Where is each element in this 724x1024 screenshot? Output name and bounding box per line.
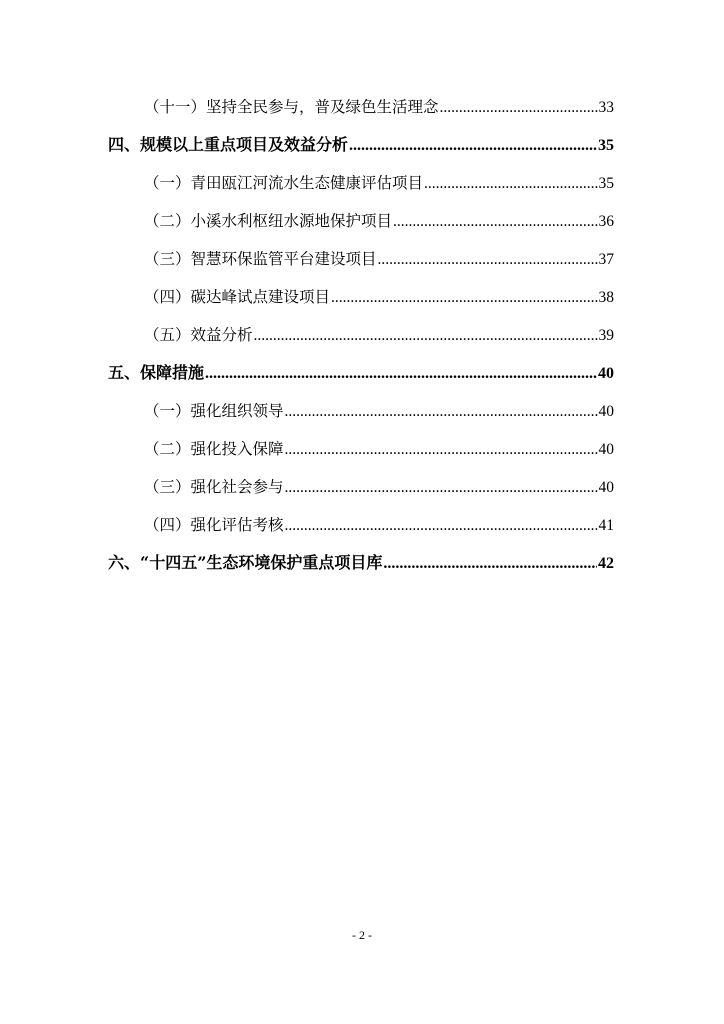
toc-entry-label: （二）小溪水利枢纽水源地保护项目 xyxy=(144,212,393,230)
page-number: - 2 - xyxy=(352,928,372,942)
toc-entry[interactable] xyxy=(144,282,614,312)
toc-entry-page: 40 xyxy=(598,365,614,382)
toc-entry-page: 40 xyxy=(598,403,614,420)
toc-leader-dots xyxy=(331,283,597,312)
toc-chapter-entry[interactable] xyxy=(108,548,614,578)
toc-chapter-entry[interactable] xyxy=(108,358,614,388)
toc-leader-dots xyxy=(440,93,598,122)
toc-leader-dots xyxy=(254,321,598,350)
toc-entry-page: 42 xyxy=(598,555,614,572)
toc-entry-label: （一）强化组织领导 xyxy=(144,402,284,420)
toc-entry-label: （四）强化评估考核 xyxy=(144,516,284,534)
toc-leader-dots xyxy=(383,549,597,578)
toc-entry[interactable] xyxy=(144,434,614,464)
toc-entry[interactable] xyxy=(144,396,614,426)
toc-leader-dots xyxy=(285,473,598,502)
toc-entry-page: 36 xyxy=(598,213,614,230)
toc-leader-dots xyxy=(424,169,597,198)
toc-leader-dots xyxy=(393,207,597,236)
toc-entry[interactable] xyxy=(144,320,614,350)
toc-entry-page: 38 xyxy=(598,289,614,306)
toc-entry-label: （一）青田瓯江河流水生态健康评估项目 xyxy=(144,174,424,192)
toc-leader-dots xyxy=(285,397,598,426)
toc-entry-label: （三）强化社会参与 xyxy=(144,478,284,496)
toc-entry[interactable] xyxy=(144,92,614,122)
toc-entry-page: 35 xyxy=(598,175,614,192)
toc-entry[interactable] xyxy=(144,244,614,274)
toc-entry[interactable] xyxy=(144,168,614,198)
toc-entry-label: 六、“十四五”生态环境保护重点项目库 xyxy=(108,553,383,572)
toc-entry-page: 37 xyxy=(598,251,614,268)
toc-entry-label: 五、保障措施 xyxy=(108,363,205,382)
toc-entry-label: （三）智慧环保监管平台建设项目 xyxy=(144,250,377,268)
toc-entry-page: 35 xyxy=(598,137,614,154)
toc-entry-page: 41 xyxy=(598,517,614,534)
toc-leader-dots xyxy=(378,245,598,274)
toc-leader-dots xyxy=(285,435,598,464)
toc-entry[interactable] xyxy=(144,510,614,540)
toc-entry-label: （十一）坚持全民参与，普及绿色生活理念 xyxy=(144,98,439,116)
toc-entry-label: （五）效益分析 xyxy=(144,326,253,344)
toc-leader-dots xyxy=(205,359,597,388)
toc-entry-page: 40 xyxy=(598,441,614,458)
toc-entry-page: 39 xyxy=(598,327,614,344)
toc-entry[interactable] xyxy=(144,206,614,236)
toc-entry-label: （四）碳达峰试点建设项目 xyxy=(144,288,331,306)
toc-entry-page: 40 xyxy=(598,479,614,496)
toc-entry-label: （二）强化投入保障 xyxy=(144,440,284,458)
toc-leader-dots xyxy=(285,511,598,540)
toc-chapter-entry[interactable] xyxy=(108,130,614,160)
toc-leader-dots xyxy=(349,131,597,160)
toc-entry-page: 33 xyxy=(598,99,614,116)
toc-entry-label: 四、规模以上重点项目及效益分析 xyxy=(108,135,349,154)
toc-entry[interactable] xyxy=(144,472,614,502)
